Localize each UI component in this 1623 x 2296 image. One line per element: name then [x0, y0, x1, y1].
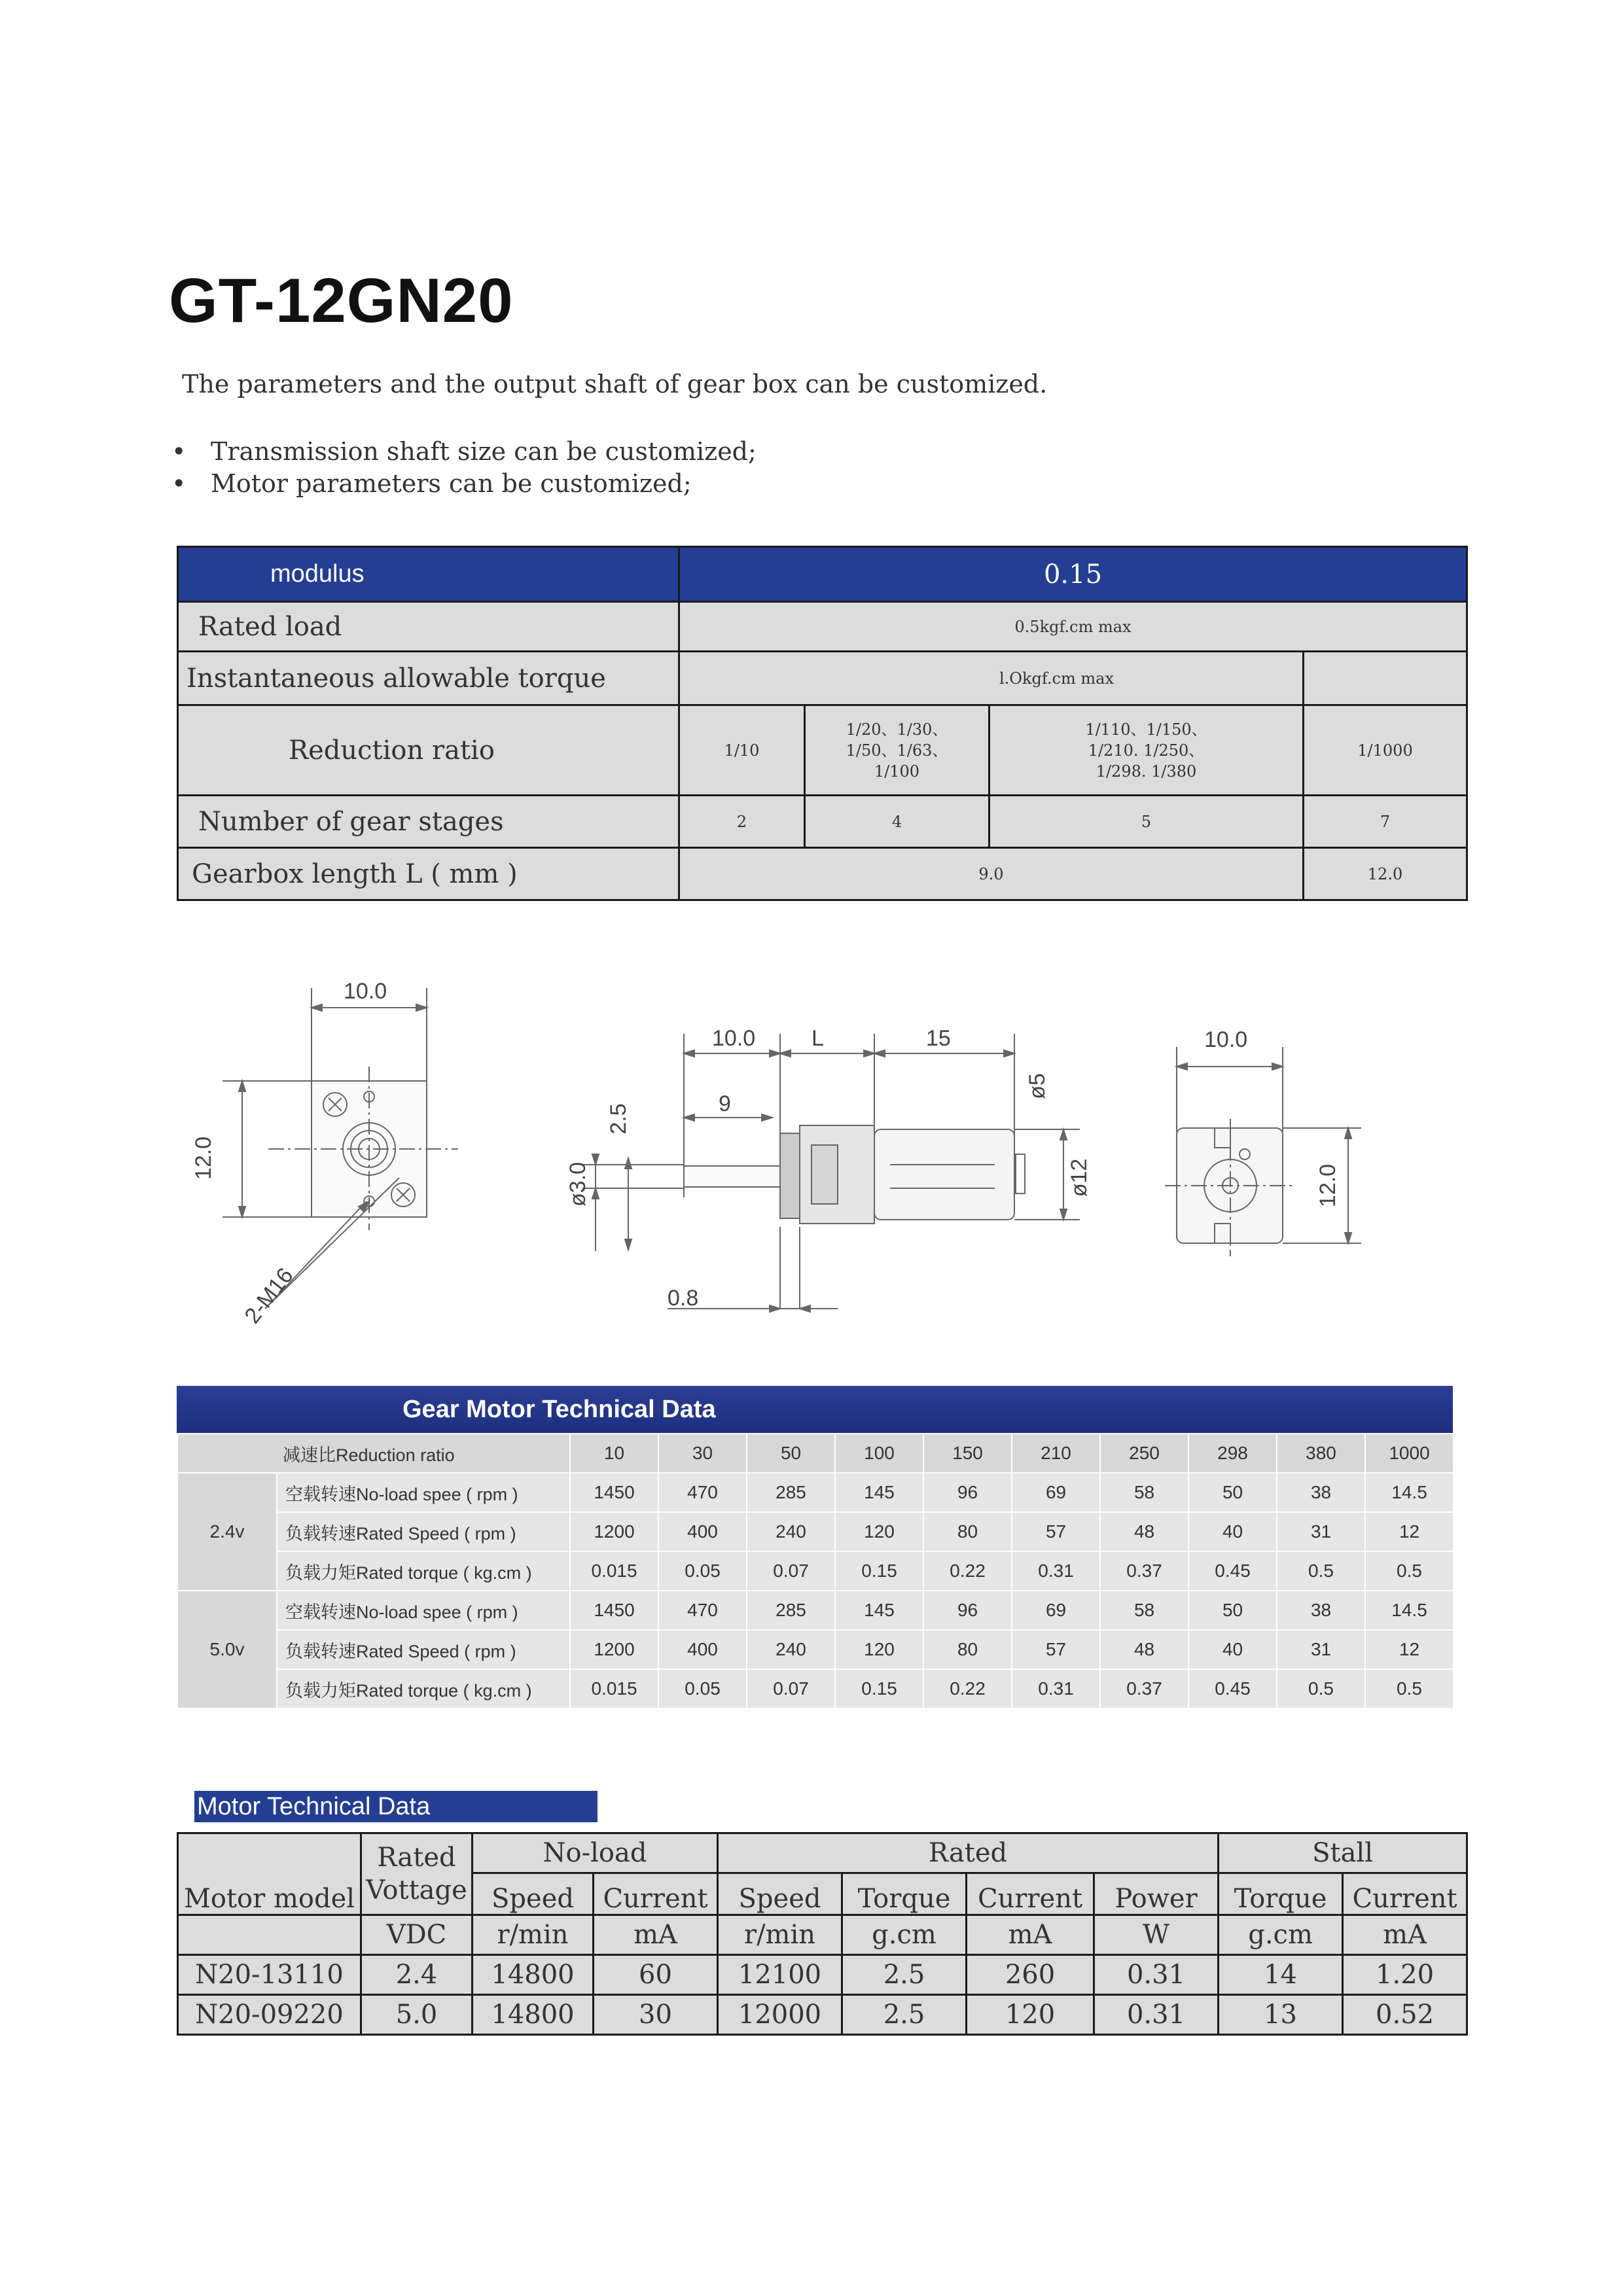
- stage-cell: 2: [679, 796, 805, 848]
- sub-header: Torque: [1219, 1873, 1343, 1915]
- dim-mid-25: 2.5: [606, 1103, 631, 1135]
- ratio-row: [178, 705, 1467, 796]
- dim-mid-d12: ø12: [1067, 1158, 1092, 1197]
- sub-header: Speed: [473, 1873, 594, 1915]
- motor-units-row: [178, 1915, 1467, 1955]
- bullet-text: Transmission shaft size can be customized;: [211, 437, 757, 466]
- gear-value-cell: 240: [747, 1630, 835, 1669]
- side-view-drawing: [582, 1034, 1080, 1312]
- gear-value-cell: 0.05: [658, 1551, 747, 1591]
- intro-text: The parameters and the output shaft of gear box can be customized.: [182, 370, 1048, 398]
- gear-value-cell: 31: [1277, 1630, 1365, 1669]
- dim-right-width: 10.0: [1204, 1027, 1248, 1052]
- motor-data-table: [177, 1832, 1468, 2036]
- length-cell: 12.0: [1304, 848, 1467, 900]
- gear-value-cell: 0.015: [570, 1551, 658, 1591]
- gear-value-cell: 470: [658, 1591, 747, 1630]
- gear-value-cell: 80: [923, 1630, 1012, 1669]
- gear-ratio-cell: 210: [1012, 1434, 1100, 1473]
- gear-data-row: [177, 1551, 1454, 1591]
- length-cell: 9.0: [679, 848, 1304, 900]
- gear-value-cell: 1200: [570, 1512, 658, 1551]
- page-title: GT-12GN20: [169, 266, 514, 336]
- gear-ratio-cell: 10: [570, 1434, 658, 1473]
- unit-cell: g.cm: [1219, 1915, 1343, 1955]
- sub-header: Speed: [718, 1873, 842, 1915]
- motor-value-cell: 60: [594, 1955, 718, 1995]
- stages-row: [178, 796, 1467, 848]
- gear-value-cell: 50: [1188, 1473, 1277, 1512]
- unit-cell: W: [1094, 1915, 1219, 1955]
- gear-value-cell: 57: [1012, 1630, 1100, 1669]
- dim-mid-L: L: [812, 1026, 824, 1051]
- gear-table-title: Gear Motor Technical Data: [177, 1386, 1453, 1433]
- gear-value-cell: 38: [1277, 1591, 1365, 1630]
- bullet-item: • Transmission shaft size can be customized;: [171, 437, 757, 466]
- gear-value-cell: 400: [658, 1512, 747, 1551]
- dim-mid-08: 0.8: [668, 1286, 699, 1311]
- gear-value-cell: 96: [923, 1473, 1012, 1512]
- dim-mid-d5: ø5: [1025, 1073, 1050, 1099]
- gear-value-cell: 0.22: [923, 1669, 1012, 1708]
- ratio-cell: 1/110、1/150、 1/210. 1/250、 1/298. 1/380: [990, 705, 1304, 796]
- unit-cell: r/min: [718, 1915, 842, 1955]
- gear-data-row: [177, 1512, 1454, 1551]
- gear-ratio-cell: 30: [658, 1434, 747, 1473]
- torque-label: Instantaneous allowable torque: [178, 652, 679, 705]
- gear-value-cell: 0.15: [835, 1551, 923, 1591]
- gear-ratio-cell: 250: [1100, 1434, 1188, 1473]
- gear-value-cell: 48: [1100, 1630, 1188, 1669]
- bullet-text: Motor parameters can be customized;: [211, 469, 692, 498]
- gear-data-row: [177, 1630, 1454, 1669]
- stages-label: Number of gear stages: [178, 796, 679, 848]
- gear-row-label: 空载转速No-load spee ( rpm ): [277, 1591, 570, 1630]
- gear-ratio-cell: 298: [1188, 1434, 1277, 1473]
- sub-header: Current: [1343, 1873, 1467, 1915]
- gear-data-section: [177, 1386, 1453, 1709]
- motor-value-cell: 30: [594, 1995, 718, 2035]
- technical-drawings: [183, 968, 1394, 1348]
- modulus-value: 0.15: [679, 547, 1467, 602]
- gear-row-label: 负载转速Rated Speed ( rpm ): [277, 1512, 570, 1551]
- gear-value-cell: 120: [835, 1630, 923, 1669]
- gear-value-cell: 69: [1012, 1591, 1100, 1630]
- gear-value-cell: 285: [747, 1591, 835, 1630]
- gear-value-cell: 145: [835, 1591, 923, 1630]
- gear-value-cell: 400: [658, 1630, 747, 1669]
- gear-ratio-cell: 380: [1277, 1434, 1365, 1473]
- dim-mid-9: 9: [719, 1091, 731, 1116]
- motor-model-header: Motor model: [178, 1833, 361, 1915]
- motor-model-cell: N20-13110: [178, 1955, 361, 1995]
- gear-value-cell: 96: [923, 1591, 1012, 1630]
- gear-value-cell: 1200: [570, 1630, 658, 1669]
- rear-view-drawing: [1165, 1047, 1361, 1256]
- rated-load-row: [178, 602, 1467, 652]
- ratio-cell: 1/10: [679, 705, 805, 796]
- motor-value-cell: 260: [967, 1955, 1094, 1995]
- dim-left-screw: 2-M16: [240, 1263, 298, 1328]
- ratio-label: Reduction ratio: [178, 705, 679, 796]
- motor-data-row: [178, 1995, 1467, 2035]
- gear-value-cell: 120: [835, 1512, 923, 1551]
- rated-load-value: 0.5kgf.cm max: [679, 602, 1467, 652]
- sub-header: Current: [967, 1873, 1094, 1915]
- gear-value-cell: 40: [1188, 1512, 1277, 1551]
- dim-right-height: 12.0: [1315, 1163, 1340, 1208]
- gear-value-cell: 50: [1188, 1591, 1277, 1630]
- torque-value: l.Okgf.cm max: [679, 652, 1304, 705]
- gear-row-label: 负载转速Rated Speed ( rpm ): [277, 1630, 570, 1669]
- unit-cell: mA: [1343, 1915, 1467, 1955]
- stage-cell: 4: [805, 796, 990, 848]
- stage-cell: 7: [1304, 796, 1467, 848]
- motor-value-cell: 120: [967, 1995, 1094, 2035]
- gear-value-cell: 48: [1100, 1512, 1188, 1551]
- dim-left-height: 12.0: [191, 1136, 216, 1180]
- gear-ratio-cell: 50: [747, 1434, 835, 1473]
- motor-table-title: Motor Technical Data: [194, 1791, 597, 1822]
- motor-value-cell: 13: [1219, 1995, 1343, 2035]
- ratio-cell: 1/1000: [1304, 705, 1467, 796]
- gear-value-cell: 0.015: [570, 1669, 658, 1708]
- gear-value-cell: 31: [1277, 1512, 1365, 1551]
- gear-value-cell: 57: [1012, 1512, 1100, 1551]
- front-view-drawing: [223, 988, 458, 1309]
- dim-mid-body: 15: [926, 1026, 951, 1051]
- sub-header: Current: [594, 1873, 718, 1915]
- gear-value-cell: 14.5: [1365, 1473, 1454, 1512]
- gear-value-cell: 0.5: [1365, 1551, 1454, 1591]
- dim-mid-shaft: 10.0: [712, 1026, 756, 1051]
- motor-value-cell: 0.52: [1343, 1995, 1467, 2035]
- gear-data-table: [177, 1433, 1454, 1709]
- spec-table: [177, 546, 1468, 901]
- gear-ratio-cell: 100: [835, 1434, 923, 1473]
- gear-value-cell: 0.5: [1365, 1669, 1454, 1708]
- motor-value-cell: 12000: [718, 1995, 842, 2035]
- gear-row-label: 负载力矩Rated torque ( kg.cm ): [277, 1551, 570, 1591]
- motor-value-cell: 0.31: [1094, 1995, 1219, 2035]
- gear-value-cell: 0.45: [1188, 1669, 1277, 1708]
- gear-value-cell: 12: [1365, 1630, 1454, 1669]
- motor-value-cell: 2.5: [842, 1995, 967, 2035]
- motor-value-cell: 5.0: [361, 1995, 473, 2035]
- gear-data-row: [177, 1669, 1454, 1708]
- unit-cell: r/min: [473, 1915, 594, 1955]
- gear-value-cell: 38: [1277, 1473, 1365, 1512]
- unit-cell: g.cm: [842, 1915, 967, 1955]
- gear-value-cell: 0.45: [1188, 1551, 1277, 1591]
- sub-header: Power: [1094, 1873, 1219, 1915]
- gear-data-row: [177, 1473, 1454, 1512]
- gear-data-row: [177, 1591, 1454, 1630]
- gear-value-cell: 0.5: [1277, 1669, 1365, 1708]
- motor-value-cell: 14800: [473, 1955, 594, 1995]
- ratio-cell: 1/20、1/30、 1/50、1/63、 1/100: [805, 705, 990, 796]
- gear-value-cell: 0.31: [1012, 1551, 1100, 1591]
- motor-value-cell: 14800: [473, 1995, 594, 2035]
- motor-value-cell: 2.4: [361, 1955, 473, 1995]
- gear-value-cell: 240: [747, 1512, 835, 1551]
- no-load-header: No-load: [473, 1833, 718, 1873]
- gear-value-cell: 58: [1100, 1473, 1188, 1512]
- gear-value-cell: 14.5: [1365, 1591, 1454, 1630]
- gear-value-cell: 0.07: [747, 1669, 835, 1708]
- sub-header: Torque: [842, 1873, 967, 1915]
- motor-data-row: [178, 1955, 1467, 1995]
- gear-value-cell: 1450: [570, 1591, 658, 1630]
- torque-row: [178, 652, 1467, 705]
- gear-value-cell: 1450: [570, 1473, 658, 1512]
- motor-value-cell: 1.20: [1343, 1955, 1467, 1995]
- rated-header: Rated: [718, 1833, 1219, 1873]
- gear-value-cell: 0.05: [658, 1669, 747, 1708]
- dim-left-width: 10.0: [344, 979, 387, 1004]
- gear-row-label: 负载力矩Rated torque ( kg.cm ): [277, 1669, 570, 1708]
- gear-value-cell: 0.22: [923, 1551, 1012, 1591]
- modulus-label: modulus: [178, 547, 679, 602]
- gear-value-cell: 285: [747, 1473, 835, 1512]
- gear-value-cell: 40: [1188, 1630, 1277, 1669]
- modulus-row: [178, 547, 1467, 602]
- voltage-label: 5.0v: [177, 1591, 277, 1708]
- gear-value-cell: 0.31: [1012, 1669, 1100, 1708]
- unit-cell: mA: [594, 1915, 718, 1955]
- gear-value-cell: 145: [835, 1473, 923, 1512]
- gear-value-cell: 69: [1012, 1473, 1100, 1512]
- motor-value-cell: 2.5: [842, 1955, 967, 1995]
- gear-value-cell: 0.37: [1100, 1551, 1188, 1591]
- gear-value-cell: 0.07: [747, 1551, 835, 1591]
- gear-ratio-label: 减速比Reduction ratio: [177, 1434, 570, 1473]
- gear-value-cell: 0.37: [1100, 1669, 1188, 1708]
- gear-row-label: 空载转速No-load spee ( rpm ): [277, 1473, 570, 1512]
- dim-mid-d3: ø3.0: [565, 1161, 590, 1207]
- unit-cell: VDC: [361, 1915, 473, 1955]
- voltage-label: 2.4v: [177, 1473, 277, 1591]
- stall-header: Stall: [1219, 1833, 1467, 1873]
- motor-value-cell: 12100: [718, 1955, 842, 1995]
- length-label: Gearbox length L ( mm ): [178, 848, 679, 900]
- gear-ratio-cell: 1000: [1365, 1434, 1454, 1473]
- rated-voltage-header: Rated Vottage: [361, 1833, 473, 1915]
- unit-cell: mA: [967, 1915, 1094, 1955]
- motor-value-cell: 0.31: [1094, 1955, 1219, 1995]
- unit-empty: [178, 1915, 361, 1955]
- motor-header-row: [178, 1833, 1467, 1873]
- gear-value-cell: 80: [923, 1512, 1012, 1551]
- gear-ratio-cell: 150: [923, 1434, 1012, 1473]
- gear-value-cell: 12: [1365, 1512, 1454, 1551]
- gear-value-cell: 58: [1100, 1591, 1188, 1630]
- gear-ratio-row: [177, 1434, 1454, 1473]
- motor-value-cell: 14: [1219, 1955, 1343, 1995]
- length-row: [178, 848, 1467, 900]
- torque-empty: [1304, 652, 1467, 705]
- stage-cell: 5: [990, 796, 1304, 848]
- motor-model-cell: N20-09220: [178, 1995, 361, 2035]
- rated-load-label: Rated load: [178, 602, 679, 652]
- bullet-item: • Motor parameters can be customized;: [171, 469, 692, 498]
- gear-value-cell: 0.5: [1277, 1551, 1365, 1591]
- gear-value-cell: 0.15: [835, 1669, 923, 1708]
- gear-value-cell: 470: [658, 1473, 747, 1512]
